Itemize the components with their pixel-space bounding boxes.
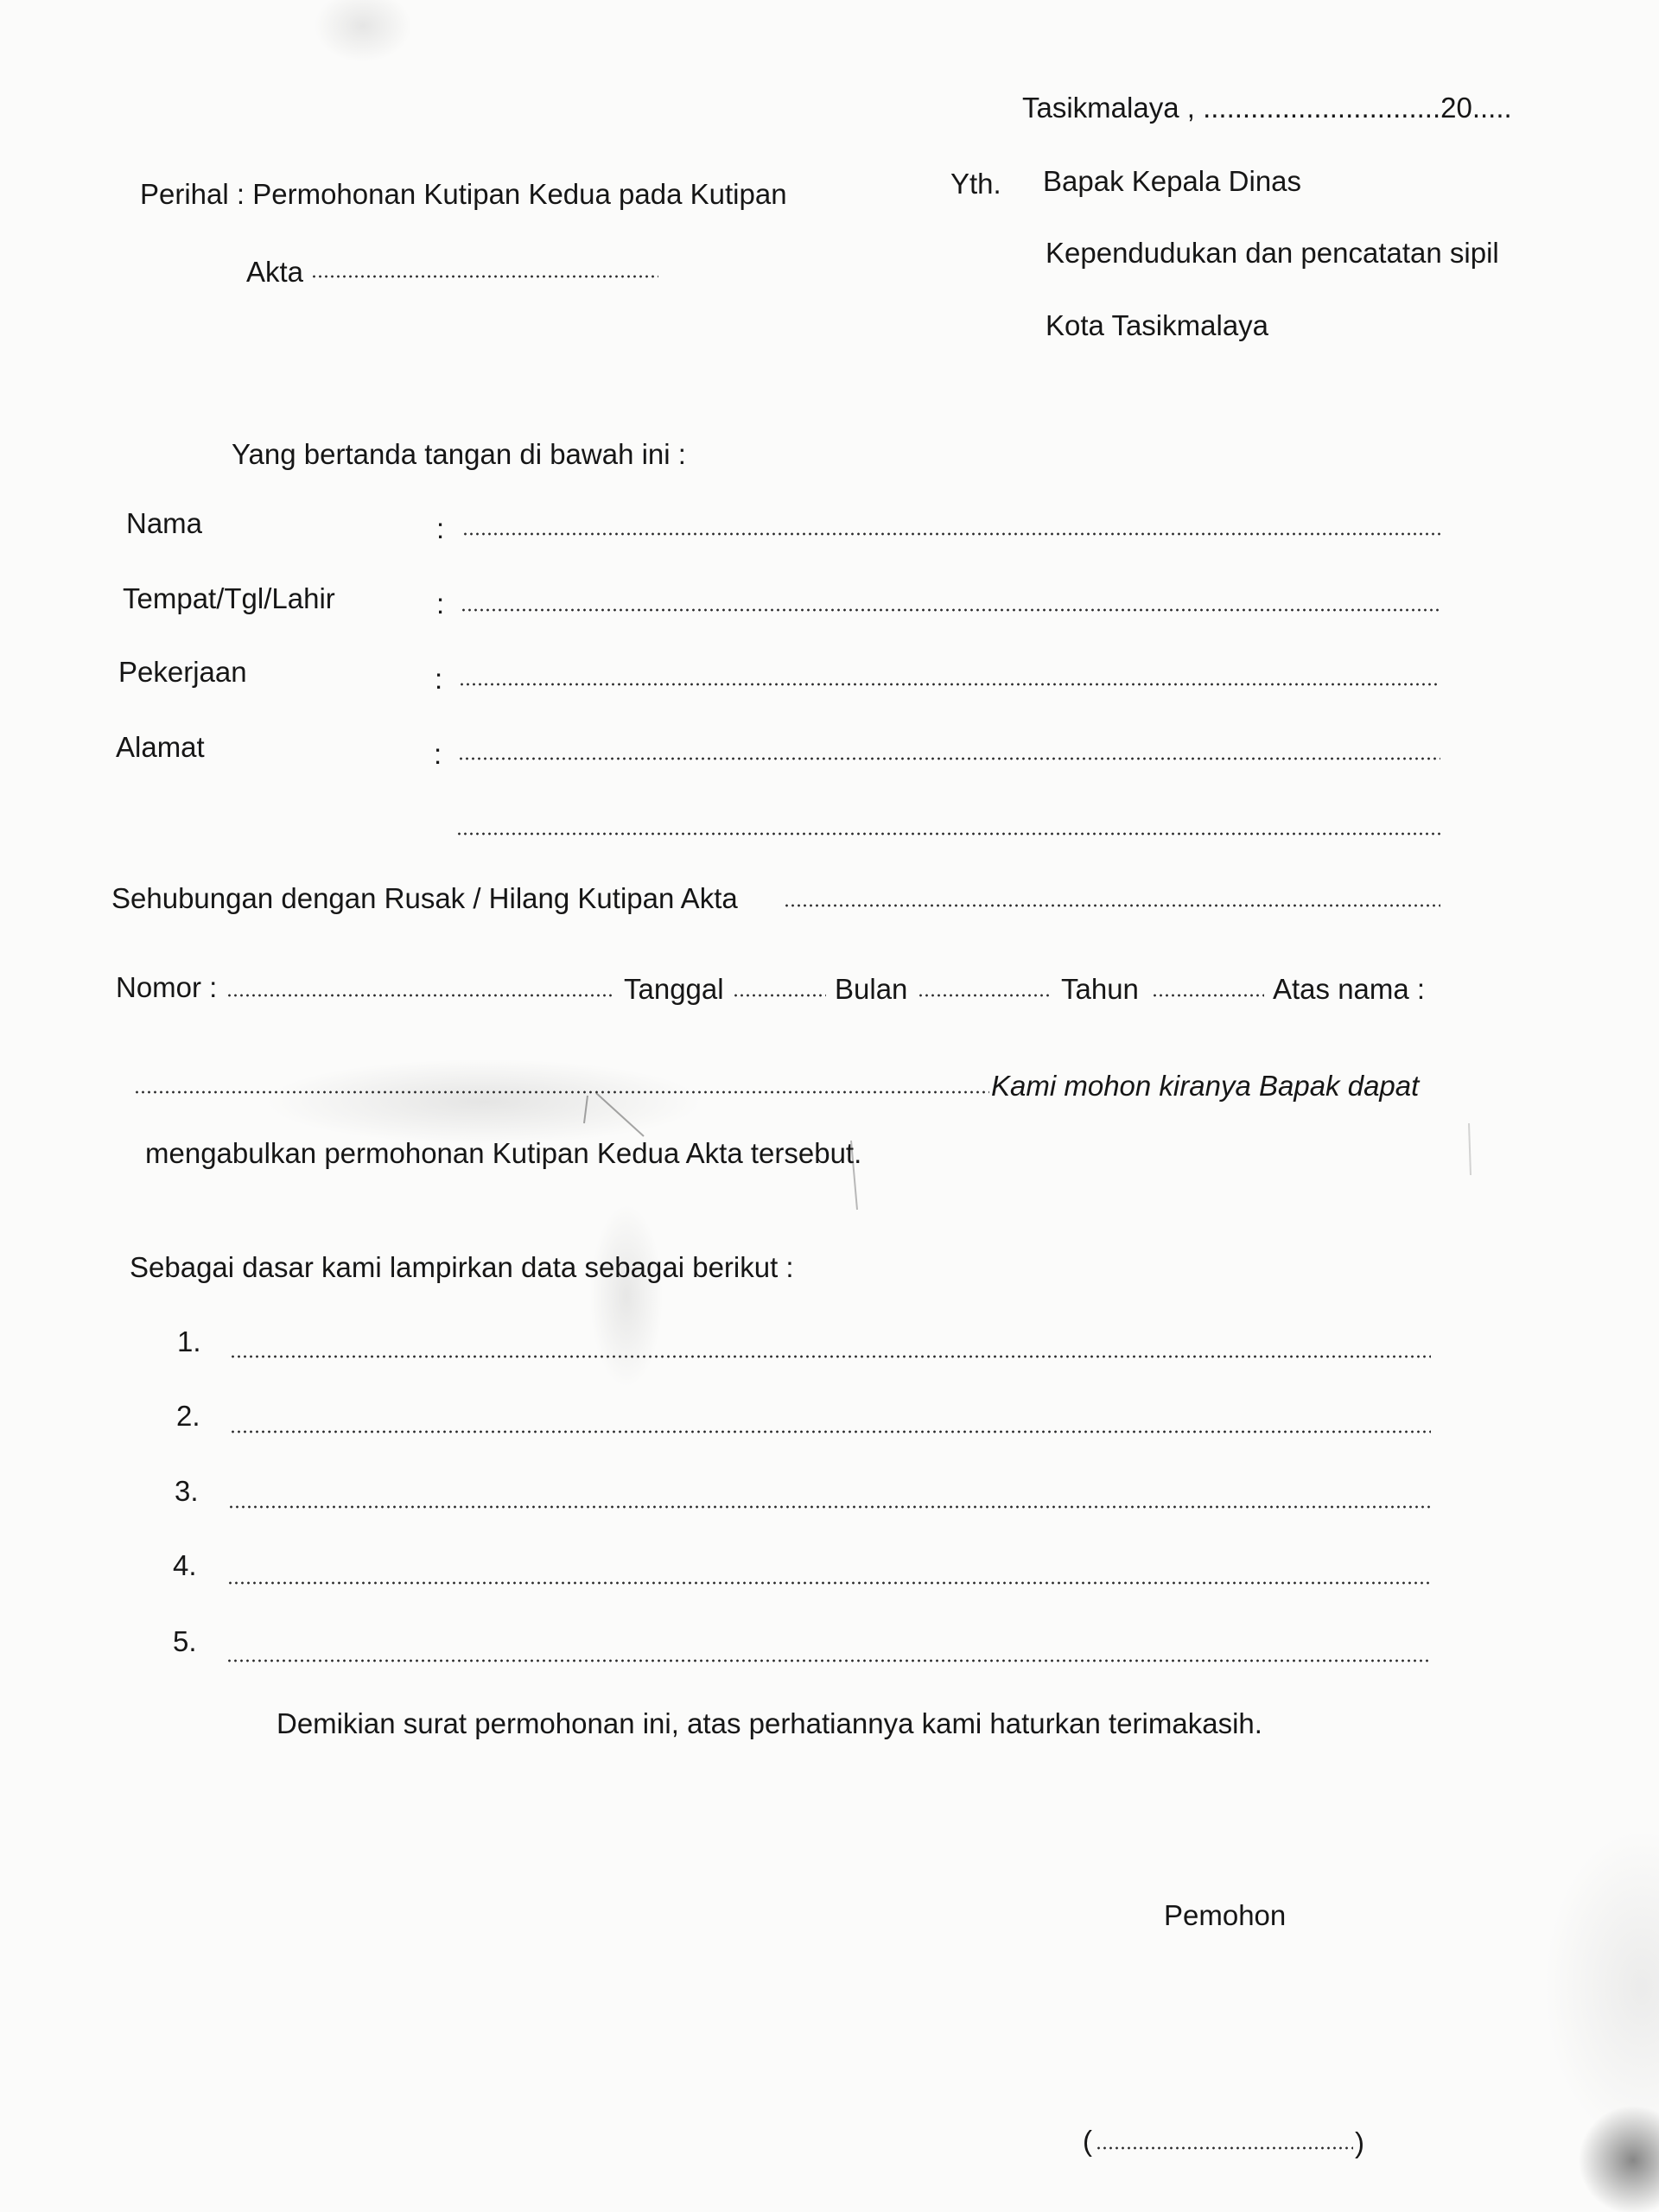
attachment-number-2: 2. — [176, 1400, 200, 1432]
intro-text: Yang bertanda tangan di bawah ini : — [232, 438, 686, 470]
attachment-blank-4[interactable] — [227, 1581, 1431, 1585]
addressee-line-1: Bapak Kepala Dinas — [1043, 165, 1302, 197]
attachment-number-4: 4. — [173, 1549, 197, 1581]
lampiran-intro: Sebagai dasar kami lampirkan data sebagai berikut : — [130, 1251, 794, 1283]
addressee-line-3: Kota Tasikmalaya — [1046, 309, 1269, 341]
atas-nama-label: Atas nama : — [1273, 973, 1426, 1005]
signature-close-paren: ) — [1355, 2126, 1364, 2158]
tanggal-blank[interactable] — [733, 994, 826, 997]
bulan-label: Bulan — [835, 973, 908, 1005]
field-label-nama: Nama — [126, 507, 203, 539]
signature-open-paren: ( — [1083, 2125, 1092, 2157]
attachment-number-3: 3. — [175, 1475, 199, 1507]
field-colon-ttl: : — [436, 588, 445, 620]
attachment-number-1: 1. — [177, 1325, 201, 1357]
field-blank-alamat-2[interactable] — [456, 832, 1440, 836]
tanggal-label: Tanggal — [624, 973, 724, 1005]
akta-blank[interactable] — [784, 904, 1440, 907]
attachment-blank-2[interactable] — [230, 1430, 1431, 1433]
field-label-ttl: Tempat/Tgl/Lahir — [123, 582, 335, 614]
field-blank-ttl[interactable] — [461, 608, 1440, 612]
perihal-akta-label: Akta — [246, 256, 304, 288]
nomor-label: Nomor : — [116, 971, 218, 1003]
field-label-pekerjaan: Pekerjaan — [118, 656, 247, 688]
attachment-blank-5[interactable] — [226, 1659, 1431, 1662]
field-colon-pekerjaan: : — [435, 663, 443, 695]
field-colon-nama: : — [436, 512, 445, 544]
nomor-blank[interactable] — [226, 994, 615, 997]
sehubungan-text: Sehubungan dengan Rusak / Hilang Kutipan Akta — [111, 882, 738, 914]
place-date: Tasikmalaya , ..............................20..... — [1022, 92, 1512, 124]
attachment-number-5: 5. — [173, 1625, 197, 1657]
perihal-akta-blank[interactable] — [311, 275, 658, 278]
closing-text: Demikian surat permohonan ini, atas perhatiannya kami haturkan terimakasih. — [276, 1707, 1262, 1739]
addressee-line-2: Kependudukan dan pencatatan sipil — [1046, 237, 1499, 269]
attachment-blank-3[interactable] — [228, 1505, 1431, 1509]
tahun-label: Tahun — [1061, 973, 1139, 1005]
request-line-2: mengabulkan permohonan Kutipan Kedua Akta tersebut. — [145, 1137, 862, 1169]
field-colon-alamat: : — [434, 738, 442, 770]
field-blank-pekerjaan[interactable] — [459, 683, 1440, 686]
yth-label: Yth. — [950, 168, 1001, 200]
field-label-alamat: Alamat — [116, 731, 205, 763]
bulan-blank[interactable] — [918, 994, 1052, 997]
field-blank-alamat-1[interactable] — [458, 757, 1440, 760]
tahun-blank[interactable] — [1152, 994, 1264, 997]
request-line-1-tail: Kami mohon kiranya Bapak dapat — [991, 1070, 1420, 1102]
signature-label: Pemohon — [1164, 1899, 1287, 1931]
signature-name-blank[interactable] — [1096, 2146, 1353, 2150]
attachment-blank-1[interactable] — [230, 1355, 1431, 1358]
field-blank-nama[interactable] — [462, 532, 1440, 536]
atas-nama-blank[interactable] — [134, 1090, 989, 1094]
perihal-line-1: Perihal : Permohonan Kutipan Kedua pada Kutipan — [140, 178, 787, 210]
